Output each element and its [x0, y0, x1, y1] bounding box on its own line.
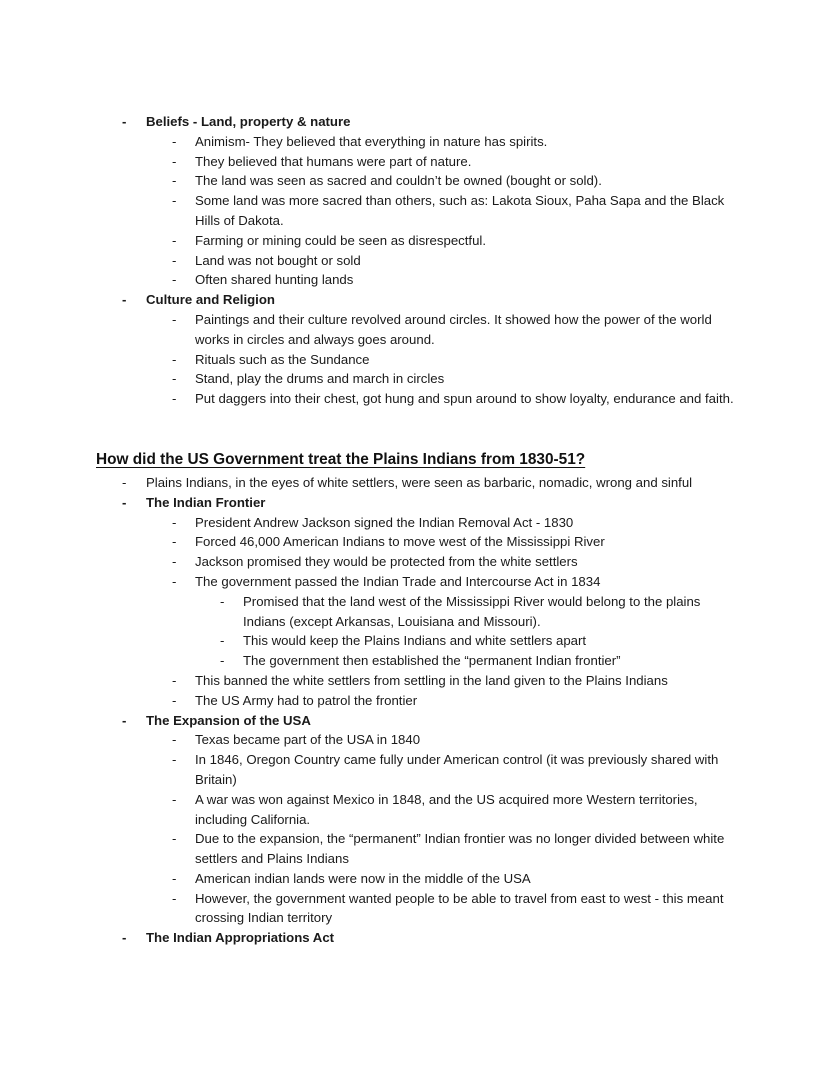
- list-item: [96, 132, 736, 152]
- bullet-dash-icon: -: [172, 351, 177, 367]
- list-item: [96, 631, 736, 651]
- list-item: [96, 711, 736, 731]
- list-item-text: Plains Indians, in the eyes of white settlers, were seen as barbaric, nomadic, wrong and sinful: [146, 474, 693, 490]
- section-heading: How did the US Government treat the Plains Indians from 1830-51?: [96, 450, 586, 468]
- bullet-dash-icon: -: [172, 890, 177, 906]
- bullet-dash-icon: -: [172, 371, 177, 387]
- list-item-text: Farming or mining could be seen as disrespectful.: [195, 232, 487, 248]
- list-item: [96, 112, 736, 132]
- bullet-dash-icon: -: [172, 391, 177, 407]
- list-item-text: However, the government wanted people to be able to travel from east to west - this meant crossing Indian territory: [195, 890, 724, 926]
- list-item-text: The US Army had to patrol the frontier: [195, 692, 418, 708]
- bullet-dash-icon: -: [172, 311, 177, 327]
- list-item: [96, 829, 736, 869]
- bullet-dash-icon: -: [122, 292, 127, 308]
- list-item: [96, 270, 736, 290]
- list-item: [96, 290, 736, 310]
- list-item-text: Texas became part of the USA in 1840: [195, 732, 421, 748]
- bullet-dash-icon: -: [122, 474, 127, 490]
- bullet-dash-icon: -: [122, 494, 127, 510]
- list-item: [96, 231, 736, 251]
- list-item: [96, 493, 736, 513]
- list-item-text: This banned the white settlers from settling in the land given to the Plains Indians: [195, 672, 668, 688]
- list-item-text: Jackson promised they would be protected from the white settlers: [195, 554, 578, 570]
- list-item: [96, 671, 736, 691]
- bullet-dash-icon: -: [172, 232, 177, 248]
- list-item: [96, 651, 736, 671]
- list-item: [96, 691, 736, 711]
- list-item-text: The government passed the Indian Trade and Intercourse Act in 1834: [195, 573, 601, 589]
- bullet-dash-icon: -: [220, 653, 225, 669]
- bullet-dash-icon: -: [172, 534, 177, 550]
- list-item-text: Forced 46,000 American Indians to move west of the Mississippi River: [195, 534, 605, 550]
- list-item-text: The land was seen as sacred and couldn’t be owned (bought or sold).: [195, 173, 602, 189]
- list-item-text: Beliefs - Land, property & nature: [146, 114, 351, 129]
- list-item-text: They believed that humans were part of nature.: [195, 153, 472, 169]
- list-item: [96, 152, 736, 172]
- list-item-text: Rituals such as the Sundance: [195, 351, 370, 367]
- bullet-dash-icon: -: [172, 870, 177, 886]
- list-item-text: Animism- They believed that everything in nature has spirits.: [195, 133, 548, 149]
- list-item: [96, 552, 736, 572]
- list-item: [96, 473, 736, 493]
- list-item: [96, 572, 736, 592]
- list-item: [96, 889, 736, 929]
- bullet-dash-icon: -: [172, 692, 177, 708]
- list-item-text: Due to the expansion, the “permanent” Indian frontier was no longer divided between white settlers and Plains Indians: [195, 831, 725, 867]
- list-item-text: President Andrew Jackson signed the Indian Removal Act - 1830: [195, 514, 574, 530]
- bullet-dash-icon: -: [172, 252, 177, 268]
- list-item-text: The Indian Frontier: [146, 494, 266, 510]
- list-item-text: Culture and Religion: [146, 292, 275, 308]
- list-item: [96, 310, 736, 350]
- bullet-dash-icon: -: [122, 114, 127, 129]
- bullet-dash-icon: -: [172, 173, 177, 189]
- list-item-text: The Expansion of the USA: [146, 712, 311, 728]
- bullet-dash-icon: -: [172, 554, 177, 570]
- bullet-dash-icon: -: [172, 831, 177, 847]
- section-heading-row: [96, 449, 736, 471]
- list-item-text: In 1846, Oregon Country came fully under American control (it was previously shared with Britain): [195, 752, 719, 787]
- list-item: [96, 790, 736, 830]
- list-item: [96, 730, 736, 750]
- bullet-dash-icon: -: [172, 732, 177, 748]
- list-item-text: The Indian Appropriations Act: [146, 930, 335, 946]
- list-item-text: Paintings and their culture revolved around circles. It showed how the power of the world works in circles and always goes around.: [195, 311, 712, 347]
- list-item: [96, 191, 736, 231]
- section-gap: [96, 409, 736, 449]
- list-item-text: This would keep the Plains Indians and white settlers apart: [243, 633, 587, 649]
- list-item: [96, 532, 736, 552]
- list-item-text: A war was won against Mexico in 1848, and the US acquired more Western territories, including California.: [195, 791, 698, 827]
- list-item: [96, 592, 736, 632]
- list-item-text: The government then established the “permanent Indian frontier”: [243, 653, 621, 669]
- bullet-dash-icon: -: [220, 633, 225, 649]
- list-item-text: Promised that the land west of the Mississippi River would belong to the plains Indians (except Arkansas, Louisiana and Missouri).: [243, 593, 701, 629]
- bullet-dash-icon: -: [172, 193, 177, 209]
- list-item: [96, 251, 736, 271]
- list-item: [96, 350, 736, 370]
- bullet-dash-icon: -: [122, 712, 127, 728]
- list-item-text: American indian lands were now in the middle of the USA: [195, 870, 531, 886]
- document-body: [96, 112, 736, 948]
- bullet-dash-icon: -: [172, 573, 177, 589]
- bullet-dash-icon: -: [172, 153, 177, 169]
- bullet-dash-icon: -: [172, 133, 177, 149]
- bullet-dash-icon: -: [122, 930, 127, 946]
- list-item: [96, 869, 736, 889]
- list-item: [96, 750, 736, 790]
- bullet-dash-icon: -: [172, 514, 177, 530]
- list-item: [96, 389, 736, 409]
- bullet-dash-icon: -: [172, 272, 177, 288]
- list-item: [96, 369, 736, 389]
- list-item: [96, 171, 736, 191]
- list-item: [96, 928, 736, 948]
- list-item-text: Land was not bought or sold: [195, 252, 361, 268]
- list-item-text: Put daggers into their chest, got hung and spun around to show loyalty, endurance and faith.: [195, 391, 734, 407]
- bullet-dash-icon: -: [172, 791, 177, 807]
- list-item: [96, 513, 736, 533]
- list-item-text: Stand, play the drums and march in circles: [195, 371, 445, 387]
- list-item-text: Often shared hunting lands: [195, 272, 354, 288]
- bullet-dash-icon: -: [220, 593, 225, 609]
- bullet-dash-icon: -: [172, 752, 177, 768]
- bullet-dash-icon: -: [172, 672, 177, 688]
- list-item-text: Some land was more sacred than others, such as: Lakota Sioux, Paha Sapa and the Black Hills of Dakota.: [195, 193, 725, 228]
